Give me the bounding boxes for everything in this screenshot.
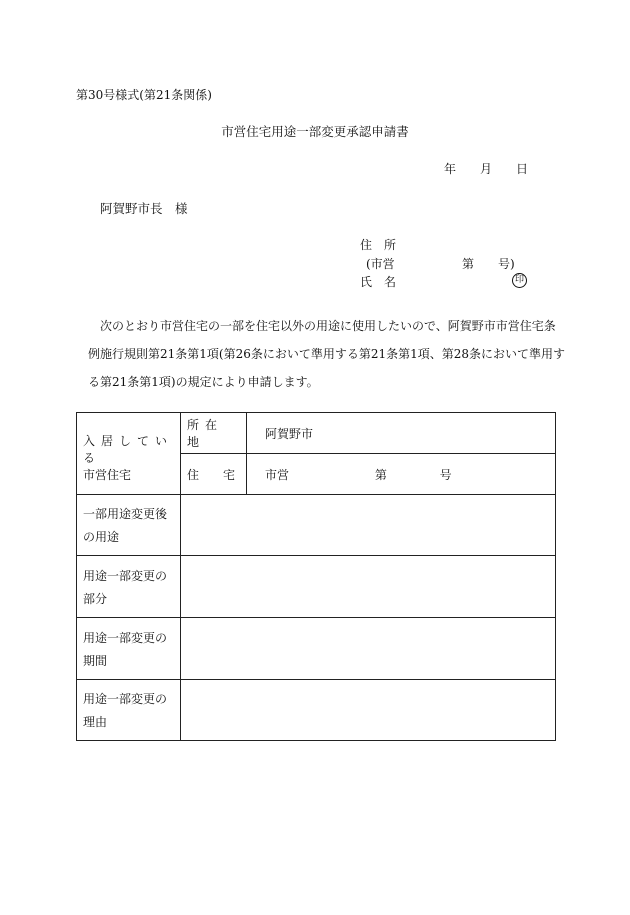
change-reason-label-line1: 用途一部変更の: [83, 692, 168, 706]
change-part-value-cell[interactable]: [181, 556, 556, 618]
body-line-1: 次のとおり市営住宅の一部を住宅以外の用途に使用したいので、阿賀野市市営住宅条: [100, 319, 556, 333]
house-label: 住 宅: [187, 467, 236, 482]
change-part-label-line1: 用途一部変更の: [83, 568, 168, 583]
location-value-cell[interactable]: [247, 413, 556, 454]
house-value-cell[interactable]: [247, 454, 556, 495]
change-part-label-cell: [77, 556, 181, 618]
residence-label-cell: [77, 413, 181, 495]
addressee: 阿賀野市長 様: [100, 201, 188, 216]
applicant-unit-prefix: (市営: [366, 257, 395, 271]
usage-after-label-cell: [77, 495, 181, 556]
usage-after-value-cell[interactable]: [181, 495, 556, 556]
application-table: [76, 412, 556, 741]
location-label-cell: [181, 413, 247, 454]
document-title: 市営住宅用途一部変更承認申請書: [221, 124, 409, 139]
change-reason-value-cell[interactable]: [181, 680, 556, 741]
form-number: 第30号様式(第21条関係): [76, 88, 212, 102]
applicant-unit-go: 号): [498, 257, 515, 271]
seal-mark: 印: [512, 273, 527, 288]
change-reason-label-line2: 理由: [83, 715, 108, 729]
residence-label-line2: 市営住宅: [83, 467, 132, 482]
body-line-3: る第21条第1項)の規定により申請します。: [88, 375, 319, 389]
change-period-label-line2: 期間: [83, 653, 108, 668]
house-go: 号: [439, 467, 452, 482]
applicant-name-label: 氏 名: [360, 275, 397, 289]
residence-label-line1: 入居している: [83, 433, 174, 465]
change-period-value-cell[interactable]: [181, 618, 556, 680]
date-day-label: 日: [516, 162, 529, 176]
date-year-label: 年: [444, 162, 457, 176]
change-period-label-cell: [77, 618, 181, 680]
usage-after-label-line2: の用途: [83, 530, 120, 544]
applicant-unit-dai: 第: [462, 257, 475, 271]
location-label: 所在地: [187, 418, 224, 449]
house-label-cell: [181, 454, 247, 495]
body-line-2: 例施行規則第21条第1項(第26条において準用する第21条第1項、第28条において準用す: [88, 347, 566, 361]
date-month-label: 月: [480, 162, 493, 176]
usage-after-label-line1: 一部用途変更後: [83, 507, 168, 521]
change-part-label-line2: 部分: [83, 591, 108, 606]
change-period-label-line1: 用途一部変更の: [83, 630, 168, 645]
location-value: 阿賀野市: [265, 426, 314, 441]
change-reason-label-cell: [77, 680, 181, 741]
applicant-address-label: 住 所: [360, 238, 397, 252]
house-dai: 第: [374, 467, 387, 482]
house-prefix: 市営: [265, 467, 290, 482]
